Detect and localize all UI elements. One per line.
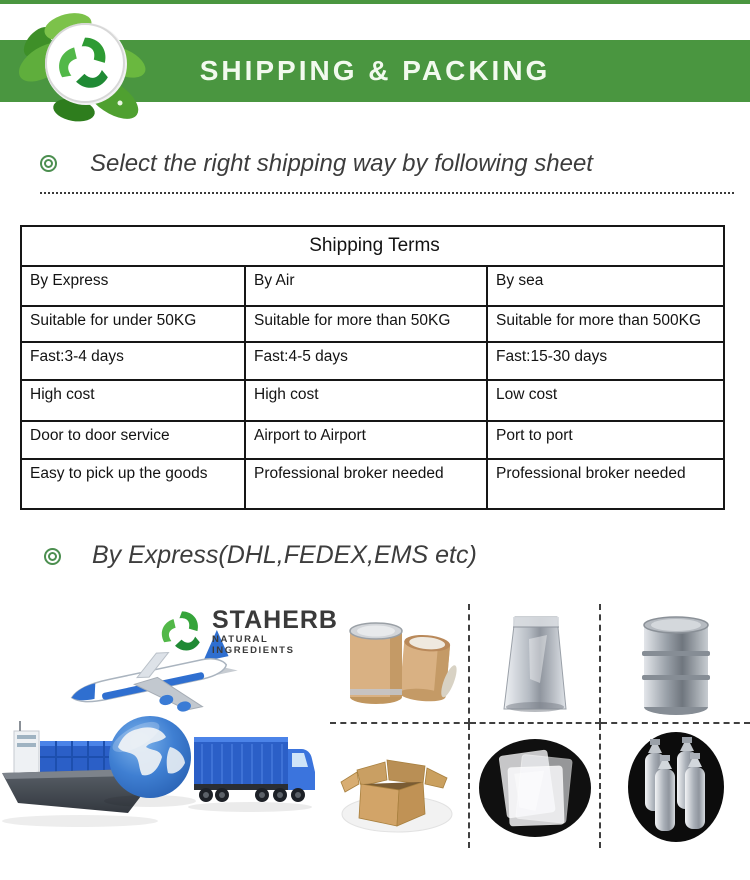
table-cell: Low cost [487, 380, 724, 421]
table-cell: Suitable for more than 500KG [487, 306, 724, 342]
table-cell: Professional broker needed [487, 459, 724, 509]
packaging-item [330, 604, 470, 724]
brand-tagline: NATURAL INGREDIENTS [212, 634, 295, 656]
table-cell: By Air [245, 266, 487, 306]
section-bullet-icon [44, 548, 61, 565]
carton-box-icon [339, 736, 459, 836]
packaging-item [601, 604, 750, 724]
table-cell: Fast:3-4 days [21, 342, 245, 380]
aluminum-bottles-icon [621, 727, 731, 845]
table-cell: Airport to Airport [245, 421, 487, 459]
table-cell: By Express [21, 266, 245, 306]
table-cell: High cost [21, 380, 245, 421]
packaging-grid [330, 604, 750, 848]
table-row [21, 306, 724, 342]
table-cell: High cost [245, 380, 487, 421]
section-bullet-icon [40, 155, 57, 172]
packaging-item [470, 604, 601, 724]
section-bullet-inner-icon [44, 159, 53, 168]
foil-bag-icon [485, 611, 585, 715]
table-row [21, 459, 724, 509]
fiber-drums-icon [338, 613, 460, 713]
section-heading-by-express: By Express(DHL,FEDEX,EMS etc) [92, 541, 477, 569]
container-truck-icon [188, 737, 315, 812]
brand-name: STAHERB [212, 606, 338, 634]
page-title: SHIPPING & PACKING [199, 55, 551, 86]
packaging-item [330, 724, 470, 848]
steel-drum-icon [626, 611, 726, 715]
packaging-item [470, 724, 601, 848]
table-row [21, 266, 724, 306]
dotted-separator [40, 192, 734, 194]
table-cell: Fast:4-5 days [245, 342, 487, 380]
section-bullet-inner-icon [48, 552, 57, 561]
table-cell: Door to door service [21, 421, 245, 459]
table-cell: By sea [487, 266, 724, 306]
table-title-row [21, 226, 724, 266]
table-cell: Easy to pick up the goods [21, 459, 245, 509]
brand-logo [158, 604, 348, 660]
table-cell: Fast:15-30 days [487, 342, 724, 380]
table-cell: Professional broker needed [245, 459, 487, 509]
plastic-bags-icon [475, 733, 595, 839]
table-row [21, 380, 724, 421]
table-title: Shipping Terms [21, 226, 724, 266]
section-heading-select-shipping: Select the right shipping way by following sheet [90, 150, 593, 177]
table-row [21, 421, 724, 459]
table-cell: Suitable for more than 50KG [245, 306, 487, 342]
table-cell: Port to port [487, 421, 724, 459]
table-row [21, 342, 724, 380]
brand-knot-icon [158, 608, 206, 656]
shipping-terms-table [20, 225, 725, 510]
leaf-emblem-logo-icon [8, 0, 150, 126]
table-cell: Suitable for under 50KG [21, 306, 245, 342]
packaging-item [601, 724, 750, 848]
